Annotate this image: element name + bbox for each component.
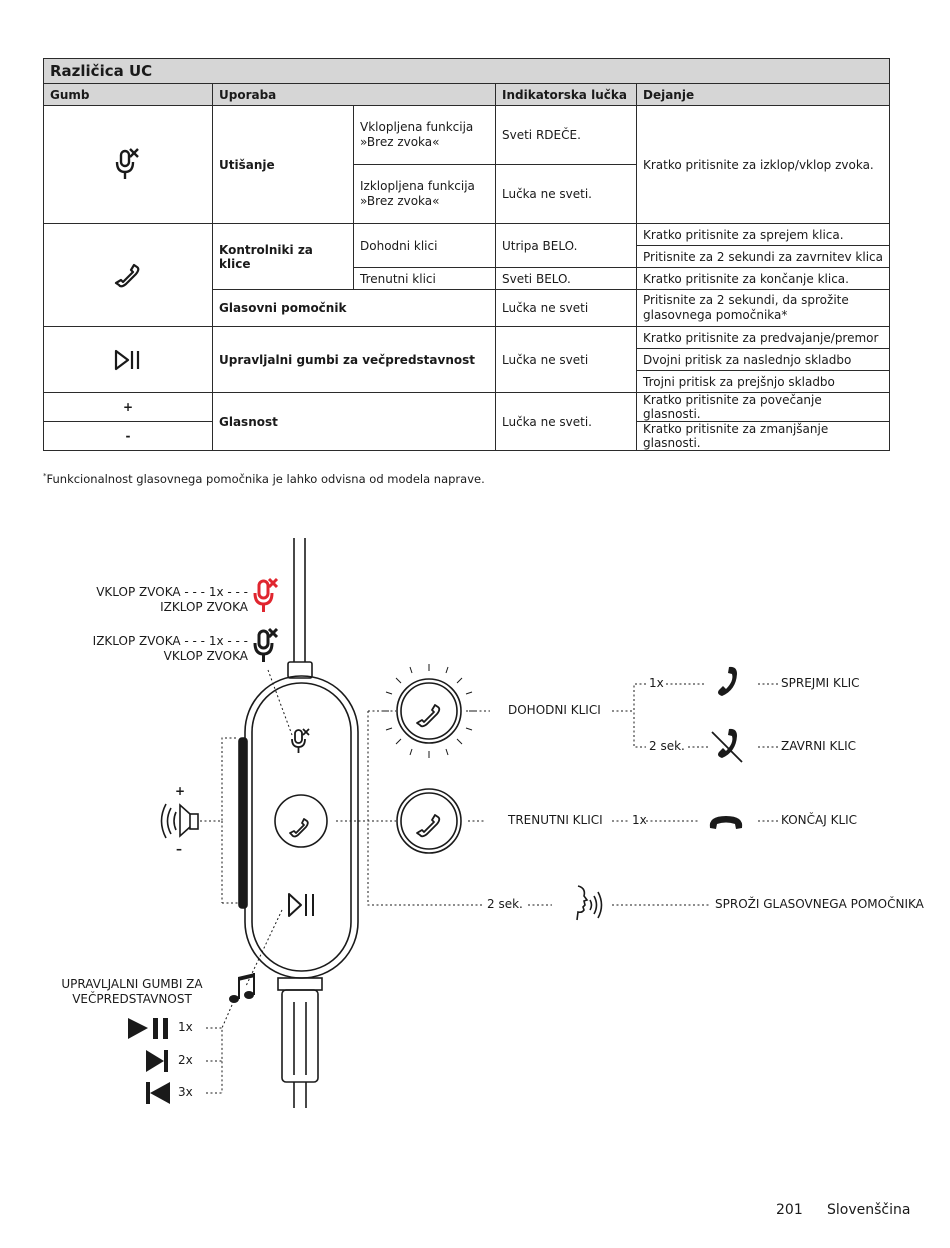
volume-plus-label: + (175, 784, 186, 798)
mute-off-black-icon (255, 629, 277, 662)
volume-rocker (239, 738, 247, 908)
volume-action-down: Kratko pritisnite za zmanjšanje glasnosti. (637, 422, 890, 451)
calls-sub-incoming: Dohodni klici (354, 224, 496, 268)
leader-incoming-vertical (368, 711, 484, 905)
mute-on-line1: VKLOP ZVOKA - - - 1x - - - (96, 585, 248, 599)
mute-off-line2: VKLOP ZVOKA (163, 649, 248, 663)
volume-action-up: Kratko pritisnite za povečanje glasnosti. (637, 393, 890, 422)
reject-phone-icon (712, 729, 742, 762)
voice-assistant-icon (577, 886, 602, 920)
mute-mic-icon (115, 147, 141, 183)
accept-call-label: SPREJMI KLIC (781, 676, 860, 690)
body-play-pause-icon (289, 894, 313, 916)
volume-minus-symbol: - (44, 422, 213, 451)
leader-incoming-split (634, 684, 646, 747)
current-calls-label: TRENUTNI KLICI (508, 813, 603, 827)
media-usage: Upravljalni gumbi za večpredstavnost (213, 327, 496, 393)
body-call-button (275, 795, 327, 847)
media-action-play: Kratko pritisnite za predvajanje/premor (637, 327, 890, 349)
end-call-icon (710, 816, 742, 829)
bottom-plug-outer (282, 990, 318, 1082)
controls-table (43, 58, 890, 451)
mute-on-label (96, 585, 248, 615)
footnote-mark: * (43, 472, 47, 481)
media-action-next: Dvojni pritisk za naslednjo skladbo (637, 349, 890, 371)
mute-indicator-on: Sveti RDEČE. (496, 106, 637, 165)
next-track-icon (146, 1050, 168, 1072)
header-action: Dejanje (637, 84, 890, 106)
volume-plus-symbol: + (44, 393, 213, 422)
page-number: 201 (776, 1202, 803, 1218)
calls-indicator-incoming: Utripa BELO. (496, 224, 637, 268)
volume-minus-label: – (176, 842, 182, 856)
calls-action-reject: Pritisnite za 2 sekundi za zavrnitev klica (637, 246, 890, 268)
assistant-usage: Glasovni pomočnik (213, 290, 496, 327)
media-action-prev: Trojni pritisk za prejšnjo skladbo (637, 371, 890, 393)
calls-action-accept: Kratko pritisnite za sprejem klica. (637, 224, 890, 246)
mute-indicator-off: Lučka ne sveti. (496, 165, 637, 224)
prev-track-icon (146, 1082, 170, 1104)
table-caption: Različica UC (44, 59, 890, 84)
assistant-indicator: Lučka ne sveti (496, 290, 637, 327)
mute-on-red-icon (255, 579, 277, 612)
current-call-button (397, 789, 461, 853)
leader-media-group (222, 1005, 232, 1093)
reject-call-label: ZAVRNI KLIC (781, 739, 857, 753)
bottom-collar (278, 978, 322, 990)
assistant-action-label: SPROŽI GLASOVNEGA POMOČNIKA (715, 897, 924, 911)
page-language: Slovenščina (827, 1202, 911, 1218)
assistant-2s-label: 2 sek. (487, 897, 523, 911)
controller-diagram (0, 520, 950, 1140)
media-controls-label: UPRAVLJALNI GUMBI ZA VEČPREDSTAVNOST (61, 977, 203, 1006)
header-button: Gumb (44, 84, 213, 106)
mute-off-line1: IZKLOP ZVOKA - - - 1x - - - (92, 634, 248, 648)
header-usage: Uporaba (213, 84, 496, 106)
incoming-call-button (382, 664, 476, 758)
volume-indicator: Lučka ne sveti. (496, 393, 637, 451)
assistant-action: Pritisnite za 2 sekundi, da sprožite glasovnega pomočnika* (637, 290, 890, 327)
play-pause-filled-icon (128, 1018, 168, 1039)
mute-usage: Utišanje (213, 106, 354, 224)
accept-phone-icon (718, 667, 737, 696)
calls-usage: Kontrolniki za klice (213, 224, 354, 290)
media-indicator: Lučka ne sveti (496, 327, 637, 393)
footnote (43, 472, 485, 486)
media-3x-label: 3x (178, 1085, 193, 1099)
incoming-calls-label: DOHODNI KLICI (508, 703, 601, 717)
mute-sub-off: Izklopljena funkcija »Brez zvoka« (354, 165, 496, 224)
media-2x-label: 2x (178, 1053, 193, 1067)
mute-action: Kratko pritisnite za izklop/vklop zvoka. (637, 106, 890, 224)
media-icon-cell (44, 327, 213, 393)
body-mic-icon (292, 729, 309, 753)
speaker-icon (162, 804, 199, 838)
end-call-label: KONČAJ KLIC (781, 813, 858, 827)
calls-indicator-current: Sveti BELO. (496, 268, 637, 290)
volume-usage: Glasnost (213, 393, 496, 451)
current-1x-label: 1x (632, 813, 647, 827)
mute-off-label (93, 634, 248, 664)
blink-rays (382, 664, 476, 758)
incoming-2s-label: 2 sek. (649, 739, 685, 753)
calls-action-end: Kratko pritisnite za končanje klica. (637, 268, 890, 290)
media-1x-label: 1x (178, 1020, 193, 1034)
leader-volume (200, 738, 238, 821)
play-pause-icon (114, 349, 142, 371)
incoming-1x-label: 1x (649, 676, 664, 690)
footnote-text: Funkcionalnost glasovnega pomočnika je lahko odvisna od modela naprave. (46, 472, 485, 486)
music-note-icon (229, 973, 255, 1003)
body-phone-icon (290, 819, 308, 837)
mute-on-line2: IZKLOP ZVOKA (160, 600, 248, 614)
call-icon-cell (44, 224, 213, 327)
mute-sub-on: Vklopljena funkcija »Brez zvoka« (354, 106, 496, 165)
calls-sub-current: Trenutni klici (354, 268, 496, 290)
mute-icon-cell (44, 106, 213, 224)
header-indicator: Indikatorska lučka (496, 84, 637, 106)
phone-icon (110, 257, 146, 293)
